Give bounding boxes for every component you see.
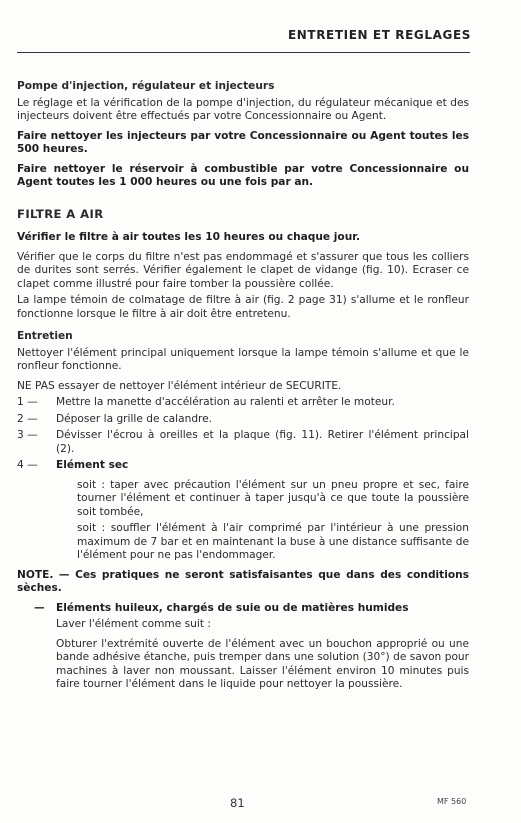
entretien-text-2: NE PAS essayer de nettoyer l'élément intérieur de SECURITE. [17,379,342,392]
entretien-text-1: Nettoyer l'élément principal uniquement lorsque la lampe témoin s'allume et que le ronfleur fonctionne. [17,346,469,372]
entretien-title: Entretien [17,330,73,342]
page-number: 81 [230,796,245,810]
injection-bold-1: Faire nettoyer les injecteurs par votre Concessionnaire ou Agent toutes les 500 heures. [17,129,469,155]
step-4 [17,459,469,473]
step-3 [17,429,469,456]
huileux-heading [34,602,469,616]
document-ref: MF 560 [437,797,467,806]
filtre-title: FILTRE A AIR [17,206,104,221]
step-number: 4 — [17,459,38,471]
injection-bold-2: Faire nettoyer le réservoir à combustible par votre Concessionnaire ou Agent toutes les 1 000 heures ou une fois par an. [17,162,469,188]
filtre-lamp-text: La lampe témoin de colmatage de filtre à air (fig. 2 page 31) s'allume et le ronfleur fonctionne lorsque le filtre à air doit être entretenu. [17,294,469,320]
dash: — [34,601,45,614]
filtre-verify-text: Vérifier que le corps du filtre n'est pas endommagé et s'assurer que tous les colliers de durites sont serrés. Vérifier également le clapet de vidange (fig. 10). Ecraser ce clapet comme illustré pour faire tomber la poussière collée. [17,250,469,290]
step-text: Elément sec [56,459,129,471]
filtre-verify-title: Vérifier le filtre à air toutes les 10 heures ou chaque jour. [17,231,360,243]
huileux-title: Eléments huileux, chargés de suie ou de matières humides [56,601,409,614]
step-number: 1 — [17,396,38,408]
step-number: 2 — [17,412,38,425]
note: NOTE. — Ces pratiques ne seront satisfaisantes que dans des conditions sèches. [17,568,469,594]
step-text: Déposer la grille de calandre. [56,412,213,425]
step-text: Dévisser l'écrou à oreilles et la plaque (fig. 11). Retirer l'élément principal (2). [56,429,469,455]
sec-option-1: soit : taper avec précaution l'élément sur un pneu propre et sec, faire tourner l'élément et continuer à taper jusqu'à ce que toute la poussière soit tombée, [77,478,469,518]
injection-text: Le réglage et la vérification de la pompe d'injection, du régulateur mécanique et des injecteurs doivent être effectués par votre Concessionnaire ou Agent. [17,96,469,122]
header-rule [17,52,470,53]
page-content [17,80,469,692]
step-number: 3 — [17,429,38,441]
page-header: ENTRETIEN ET REGLAGES [287,28,471,42]
huileux-text-1: Laver l'élément comme suit : [56,618,211,630]
injection-title: Pompe d'injection, régulateur et injecteurs [17,80,275,92]
step-2 [17,413,469,427]
sec-option-2: soit : souffler l'élément à l'air comprimé par l'intérieur à une pression maximum de 7 bar et en maintenant la buse à une distance suffisante de l'élément pour ne pas l'endommager. [77,522,469,561]
huileux-text-2: Obturer l'extrémité ouverte de l'élément avec un bouchon approprié ou une bande adhésive étanche, puis tremper dans une solution (30°) de savon pour machines à laver non moussant. Laisser l'élément environ 10 minutes puis faire tourner l'élément dans le liquide pour nettoyer la poussière. [56,637,469,690]
step-1 [17,396,469,410]
step-text: Mettre la manette d'accélération au ralenti et arrêter le moteur. [56,396,395,408]
